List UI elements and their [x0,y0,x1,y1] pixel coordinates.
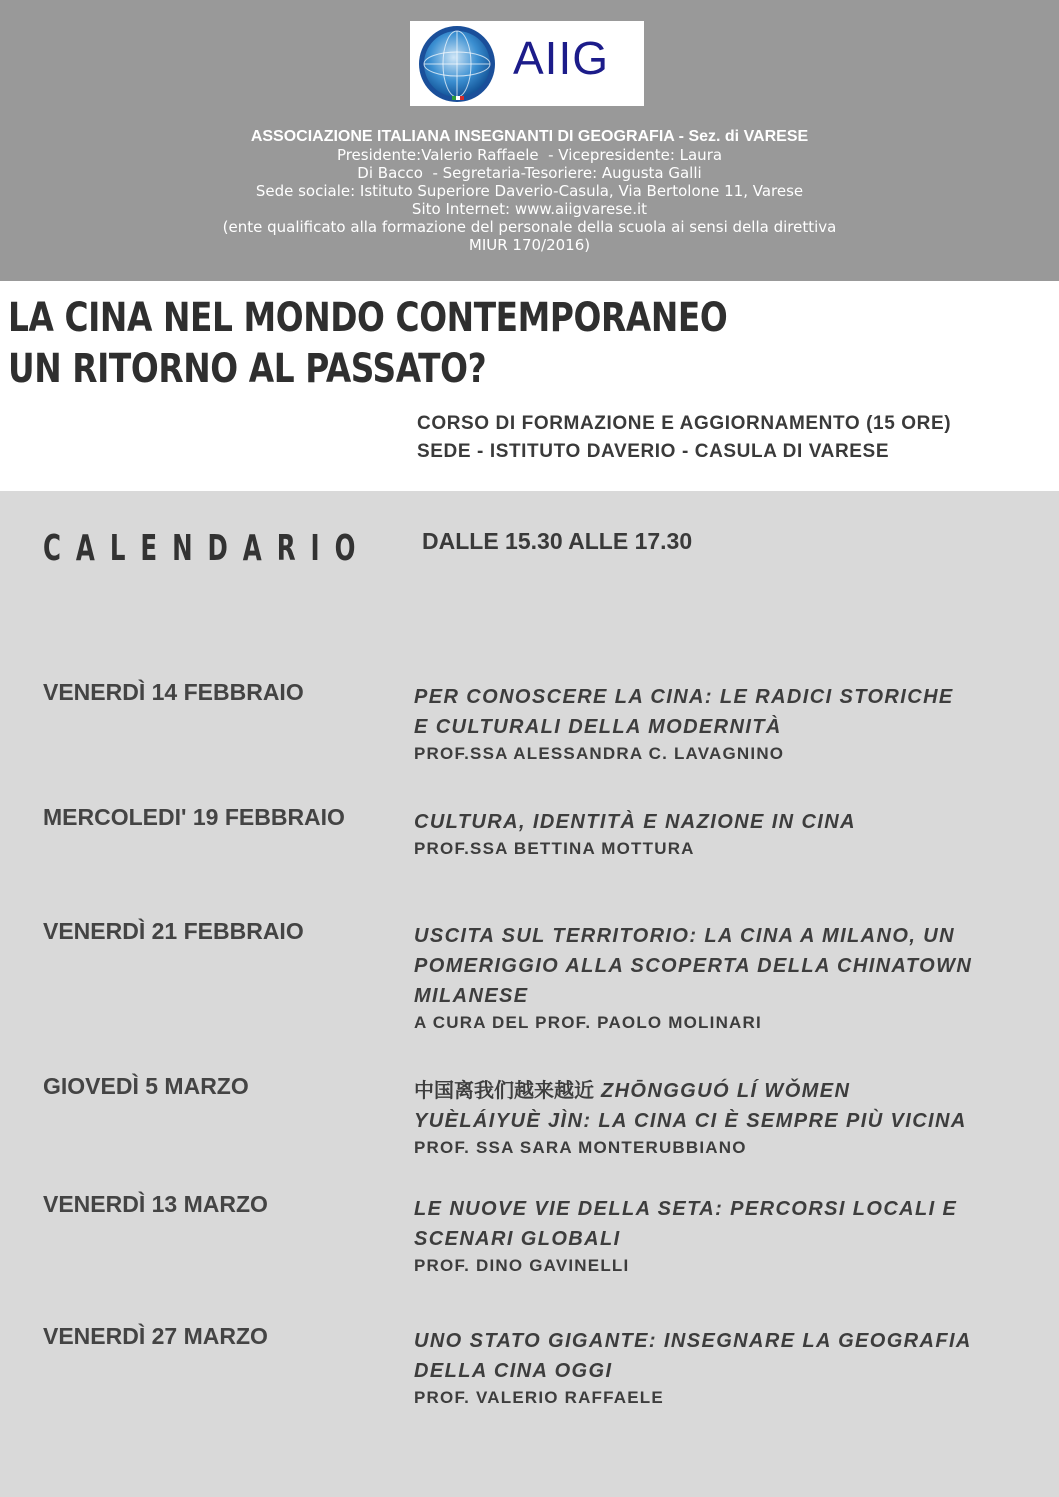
calendar-hours: DALLE 15.30 ALLE 17.30 [422,528,693,554]
info-line: Sito Internet: www.aiigvarese.it [411,200,648,218]
event-date: VENERDÌ 14 FEBBRAIO [43,679,304,705]
event-speaker: PROF. DINO GAVINELLI [414,1256,630,1275]
title-line-1: LA CINA NEL MONDO CONTEMPORANEO [8,295,728,341]
aiig-logo [410,21,644,106]
event-speaker: PROF.SSA ALESSANDRA C. LAVAGNINO [414,744,785,763]
header-band [0,0,1059,281]
event-title [414,807,974,861]
event-title-text: ZHŌNGGUÓ LÍ WǑMEN YUÈLÁIYUÈ JÌN: LA CINA CI È SEMPRE PIÙ VICINA [414,1080,967,1132]
event-date: VENERDÌ 27 MARZO [43,1323,268,1349]
event-title [414,921,974,1035]
event-title-text: USCITA SUL TERRITORIO: LA CINA A MILANO, UN POMERIGGIO ALLA SCOPERTA DELLA CHINATOWN MILANESE [414,925,973,1007]
page-title [8,293,727,395]
event-title [414,682,974,766]
event-speaker: A CURA DEL PROF. PAOLO MOLINARI [414,1013,762,1032]
event-speaker: PROF. VALERIO RAFFAELE [414,1388,664,1407]
globe-icon [414,24,500,104]
event-title [414,1194,974,1278]
event-date: VENERDÌ 21 FEBBRAIO [43,918,304,944]
info-line: (ente qualificato alla formazione del personale della scuola ai sensi della direttiva [222,218,837,236]
event-title-text: PER CONOSCERE LA CINA: LE RADICI STORICHE E CULTURALI DELLA MODERNITÀ [414,686,954,738]
event-title-chinese: 中国离我们越来越近 [414,1080,594,1102]
info-line: Presidente:Valerio Raffaele - Vicepresidente: Laura [336,146,723,164]
course-subtitle [417,410,951,466]
event-title-text: LE NUOVE VIE DELLA SETA: PERCORSI LOCALI E SCENARI GLOBALI [414,1198,958,1250]
association-name: ASSOCIAZIONE ITALIANA INSEGNANTI DI GEOGRAFIA - Sez. di VARESE [250,128,809,145]
subtitle-line-2: SEDE - ISTITUTO DAVERIO - CASULA DI VARESE [417,441,890,462]
event-speaker: PROF. SSA SARA MONTERUBBIANO [414,1138,747,1157]
event-title [414,1326,974,1410]
event-title-text: CULTURA, IDENTITÀ E NAZIONE IN CINA [414,811,856,833]
event-date: MERCOLEDI' 19 FEBBRAIO [43,804,345,830]
association-info [0,128,1059,254]
event-speaker: PROF.SSA BETTINA MOTTURA [414,839,695,858]
title-line-2: UN RITORNO AL PASSATO? [8,346,487,392]
calendar-heading: CALENDARIO [43,528,371,569]
logo-text: AIIG [513,32,610,84]
event-date: GIOVEDÌ 5 MARZO [43,1073,249,1099]
info-line: Di Bacco - Segretaria-Tesoriere: Augusta Galli [357,164,702,182]
event-date: VENERDÌ 13 MARZO [43,1191,268,1217]
info-line: MIUR 170/2016) [468,236,591,254]
info-line: Sede sociale: Istituto Superiore Daverio-Casula, Via Bertolone 11, Varese [255,182,804,200]
subtitle-line-1: CORSO DI FORMAZIONE E AGGIORNAMENTO (15 ORE) [417,413,952,434]
event-title-text: UNO STATO GIGANTE: INSEGNARE LA GEOGRAFIA DELLA CINA OGGI [414,1330,972,1382]
event-title [414,1076,974,1160]
